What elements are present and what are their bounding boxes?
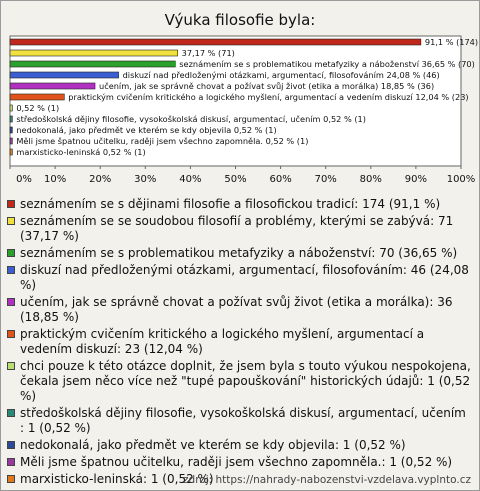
x-tick-label: 40%	[179, 174, 202, 185]
legend-swatch	[7, 475, 15, 483]
legend-swatch	[7, 362, 15, 370]
legend-swatch	[7, 441, 15, 449]
x-tick-label: 90%	[404, 174, 428, 185]
legend-label: marxisticko-leninská: 1 (0,52 %)	[20, 472, 214, 486]
bar-0	[10, 39, 421, 45]
legend-item	[7, 455, 473, 470]
legend-swatch	[7, 266, 15, 274]
legend-label: diskuzí nad předloženými otázkami, argumentací, filosofováním: 46 (24,08 %)	[20, 263, 469, 292]
bar-5	[10, 94, 64, 100]
legend-swatch	[7, 458, 15, 466]
bar-label-2: seznámením se s problematikou metafyziky a náboženství 36,65 % (70)	[179, 59, 475, 69]
bar-chart	[1, 1, 479, 196]
bar-label-0: 91,1 % (174)	[424, 37, 479, 47]
bar-10	[10, 149, 12, 155]
bar-9	[10, 138, 12, 144]
x-tick-label: 60%	[269, 174, 292, 185]
bar-label-6: 0,52 % (1)	[16, 103, 60, 113]
x-tick-label: 100%	[446, 174, 476, 185]
bar-label-1: 37,17 % (71)	[181, 48, 235, 58]
bar-4	[10, 83, 95, 89]
legend-item	[7, 197, 473, 212]
legend-item	[7, 214, 473, 244]
legend-item	[7, 359, 473, 404]
x-tick-label: 50%	[224, 174, 247, 185]
legend-item	[7, 438, 473, 453]
bar-label-8: nedokonalá, jako předmět ve kterém se kdy objevila 0,52 % (1)	[16, 125, 277, 135]
bar-3	[10, 72, 119, 78]
legend-label: Měli jsme špatnou učitelku, raději jsem všechno zapomněla.: 1 (0,52 %)	[20, 455, 453, 469]
source-credit: zdroj: https://nahrady-nabozenstvi-vzdelava.vyplnto.cz	[183, 474, 471, 486]
x-tick-label: 70%	[314, 174, 337, 185]
bar-6	[10, 105, 12, 111]
legend-item	[7, 246, 473, 261]
legend-label: učením, jak se správně chovat a požívat svůj život (etika a morálka): 36 (18,85 %)	[20, 295, 453, 324]
bar-label-3: diskuzí nad předloženými otázkami, argumentací, filosofováním 24,08 % (46)	[122, 70, 440, 80]
legend-swatch	[7, 409, 15, 417]
chart-title: Výuka filosofie byla:	[164, 11, 316, 29]
bar-7	[10, 116, 12, 122]
x-tick-label: 30%	[134, 174, 157, 185]
legend-label: seznámením se se soudobou filosofií a problémy, kterými se zabývá: 71 (37,17 %)	[20, 214, 454, 243]
bar-1	[10, 50, 178, 56]
x-tick-label: 10%	[43, 174, 67, 185]
legend-swatch	[7, 217, 15, 225]
legend-item	[7, 263, 473, 293]
legend-swatch	[7, 249, 15, 257]
legend-item	[7, 327, 473, 357]
legend-item	[7, 406, 473, 436]
legend-swatch	[7, 330, 15, 338]
legend-swatch	[7, 200, 15, 208]
legend-label: nedokonalá, jako předmět ve kterém se kdy objevila: 1 (0,52 %)	[20, 438, 406, 452]
bar-label-10: marxisticko-leninská 0,52 % (1)	[16, 147, 146, 157]
x-tick-label: 20%	[89, 174, 112, 185]
x-tick-label: 0%	[16, 174, 32, 185]
legend-item	[7, 295, 473, 325]
bar-label-7: středoškolská dějiny filosofie, vysokoškolská diskusí, argumentací, učením 0,52 % (1)	[16, 114, 366, 124]
bar-8	[10, 127, 12, 133]
bar-label-4: učením, jak se správně chovat a požívat svůj život (etika a morálka) 18,85 % (36)	[99, 81, 435, 91]
chart-legend	[7, 197, 473, 489]
legend-label: seznámením se s problematikou metafyziky a náboženství: 70 (36,65 %)	[20, 246, 458, 260]
legend-label: chci pouze k této otázce doplnit, že jsem byla s touto výukou nespokojena, čekala jsem něco více než "tupé papouškování" historických údajů: 1 (0,52 %)	[20, 359, 471, 403]
legend-label: seznámením se s dějinami filosofie a filosofickou tradicí: 174 (91,1 %)	[20, 197, 441, 211]
bar-label-9: Měli jsme špatnou učitelku, raději jsem všechno zapomněla. 0,52 % (1)	[16, 136, 309, 146]
bar-2	[10, 61, 175, 67]
bar-label-5: praktickým cvičením kritického a logického myšlení, argumentací a vedením diskuzí 12,04 % (23)	[68, 92, 469, 102]
legend-swatch	[7, 298, 15, 306]
legend-label: středoškolská dějiny filosofie, vysokoškolská diskusí, argumentací, učením : 1 (0,52 %)	[20, 406, 466, 435]
x-tick-label: 80%	[359, 174, 382, 185]
legend-label: praktickým cvičením kritického a logického myšlení, argumentací a vedením diskuzí: 23 (12,04 %)	[20, 327, 425, 356]
